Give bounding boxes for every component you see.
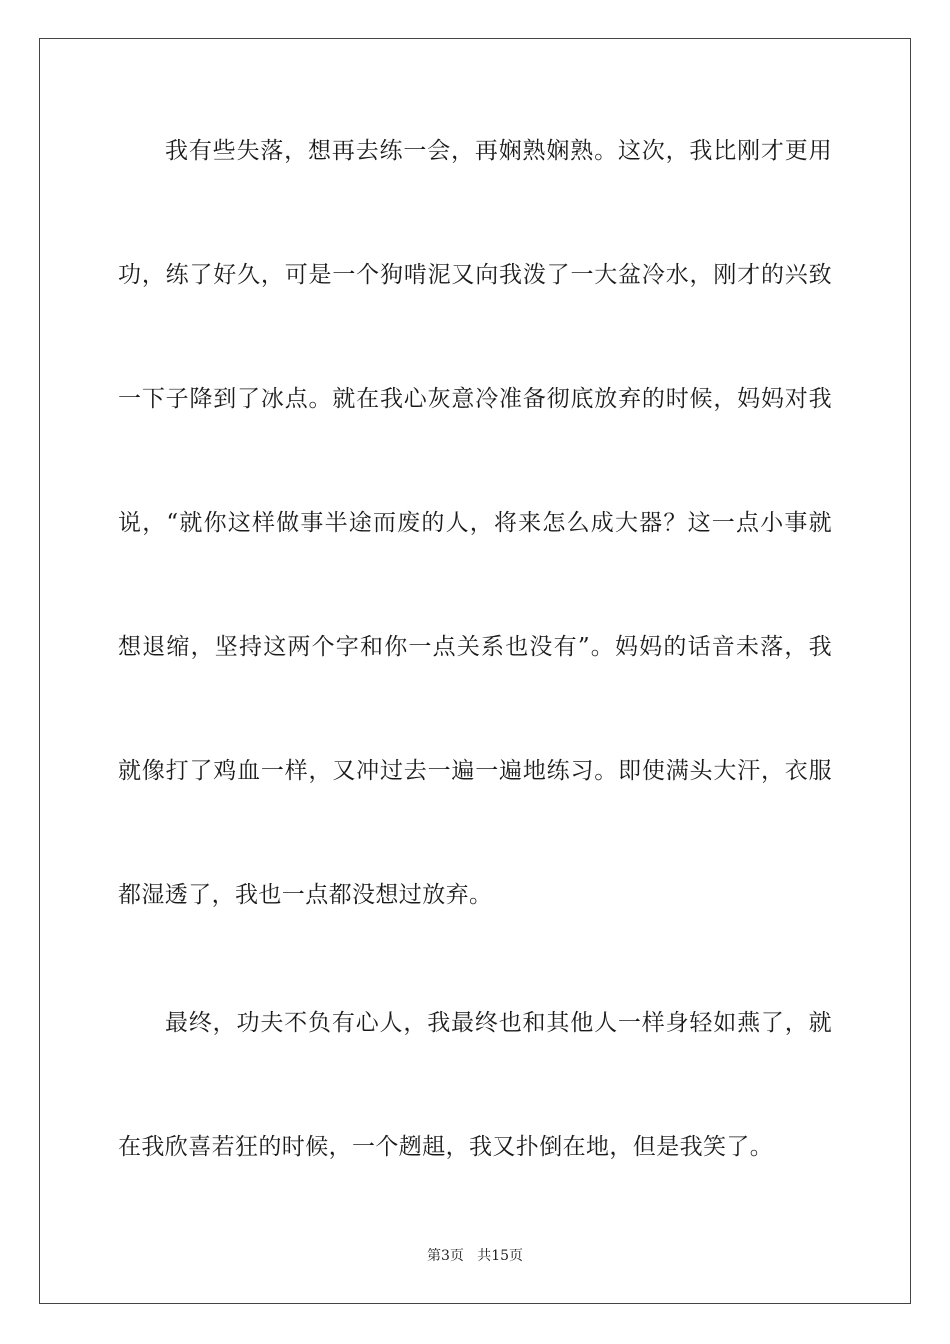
paragraph-1-line-4: 说，“就你这样做事半途而废的人，将来怎么成大器？这一点小事就 [118,510,832,536]
paragraph-2-line-1: 最终，功夫不负有心人，我最终也和其他人一样身轻如燕了，就 [165,1010,832,1036]
paragraph-1-line-5: 想退缩，坚持这两个字和你一点关系也没有”。妈妈的话音未落，我 [118,634,832,660]
paragraph-1-line-2: 功，练了好久，可是一个狗啃泥又向我泼了一大盆冷水，刚才的兴致 [118,262,832,288]
page-number-footer: 第3页 共15页 [426,1248,524,1264]
paragraph-1-line-7: 都湿透了，我也一点都没想过放弃。 [118,882,493,908]
paragraph-1-line-3: 一下子降到了冰点。就在我心灰意冷准备彻底放弃的时候，妈妈对我 [118,386,832,412]
page-border [39,38,911,1304]
paragraph-1-line-6: 就像打了鸡血一样，又冲过去一遍一遍地练习。即使满头大汗，衣服 [118,758,832,784]
paragraph-2-line-2: 在我欣喜若狂的时候，一个趔趄，我又扑倒在地，但是我笑了。 [118,1134,774,1160]
paragraph-1-line-1: 我有些失落，想再去练一会，再娴熟娴熟。这次，我比刚才更用 [165,138,832,164]
